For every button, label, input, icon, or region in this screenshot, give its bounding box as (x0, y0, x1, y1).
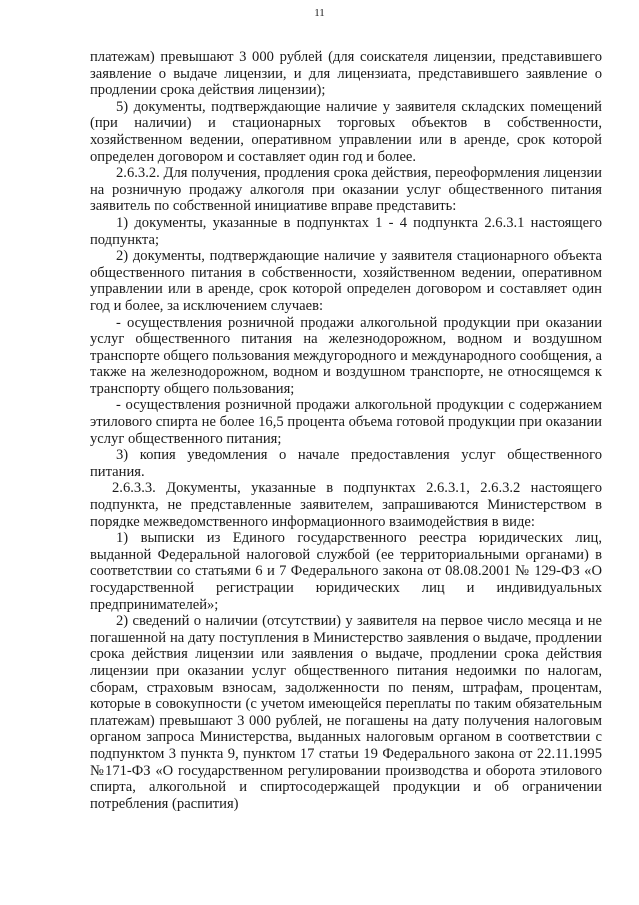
paragraph-item-2: 2) документы, подтверждающие наличие у заявителя стационарного объекта общественного питания в собственности, хозяйственном ведении, оперативном управлении или в аренде, срок которой определен договором и составляет один год и более, за исключением случаев: (90, 248, 602, 314)
page-number: 11 (314, 7, 325, 19)
paragraph-item-3: 3) копия уведомления о начале предоставления услуг общественного питания. (90, 447, 602, 480)
document-body (90, 49, 602, 812)
paragraph-section-2-6-3-3: 2.6.3.3. Документы, указанные в подпунктах 2.6.3.1, 2.6.3.2 настоящего подпункта, не представленные заявителем, запрашиваются Министерством в порядке межведомственного информационного взаимодействия в виде: (90, 480, 602, 530)
paragraph-item-1: 1) документы, указанные в подпунктах 1 - 4 подпункта 2.6.3.1 настоящего подпункта; (90, 214, 602, 248)
paragraph-item-5: 5) документы, подтверждающие наличие у заявителя складских помещений (при наличии) и стационарных торговых объектов в собственности, хозяйственном ведении, оперативном управлении или в аренде, срок которой определен договором и составляет один год и более. (90, 98, 602, 165)
paragraph-continuation: платежам) превышают 3 000 рублей (для соискателя лицензии, представившего заявление о выдаче лицензии, и для лицензиата, представившего заявление о продлении срока действия лицензии); (90, 49, 602, 99)
paragraph-exception-alcohol-content: - осуществления розничной продажи алкогольной продукции с содержанием этилового спирта не более 16,5 процента объема готовой продукции при оказании услуг общественного питания; (90, 397, 602, 447)
paragraph-extract-item-1: 1) выписки из Единого государственного реестра юридических лиц, выданной Федеральной налоговой службой (ее территориальными органами) в соответствии со статьями 6 и 7 Федерального закона от 08.08.2001 № 129-ФЗ «О государственной регистрации юридических лиц и индивидуальных предпринимателей»; (90, 530, 602, 613)
paragraph-exception-transport: - осуществления розничной продажи алкогольной продукции при оказании услуг общественного питания на железнодорожном, водном и воздушном транспорте общего пользования междугородного и международного сообщения, а также на железнодорожном, водном и воздушном транспорте, не относящемся к транспорту общего пользования; (90, 314, 602, 397)
paragraph-section-2-6-3-2: 2.6.3.2. Для получения, продления срока действия, переоформления лицензии на розничную продажу алкоголя при оказании услуг общественного питания заявитель по собственной инициативе вправе представить: (90, 165, 602, 215)
paragraph-extract-item-2: 2) сведений о наличии (отсутствии) у заявителя на первое число месяца и не погашенной на дату поступления в Министерство заявления о выдаче, продлении срока действия лицензии или заявления о выдаче, продлении срока действия лицензии при оказании услуг общественного питания недоимки по налогам, сборам, страховым взносам, задолженности по пеням, штрафам, процентам, которые в совокупности (с учетом имеющейся переплаты по таким обязательным платежам) превышают 3 000 рублей, не погашены на дату получения налоговым органом запроса Министерства, выданных налоговым органом в соответствии с подпунктом 3 пункта 9, пунктом 17 статьи 19 Федерального закона от 22.11.1995 №171-ФЗ «О государственном регулировании производства и оборота этилового спирта, алкогольной и спиртосодержащей продукции и об ограничении потребления (распития) (90, 613, 602, 812)
